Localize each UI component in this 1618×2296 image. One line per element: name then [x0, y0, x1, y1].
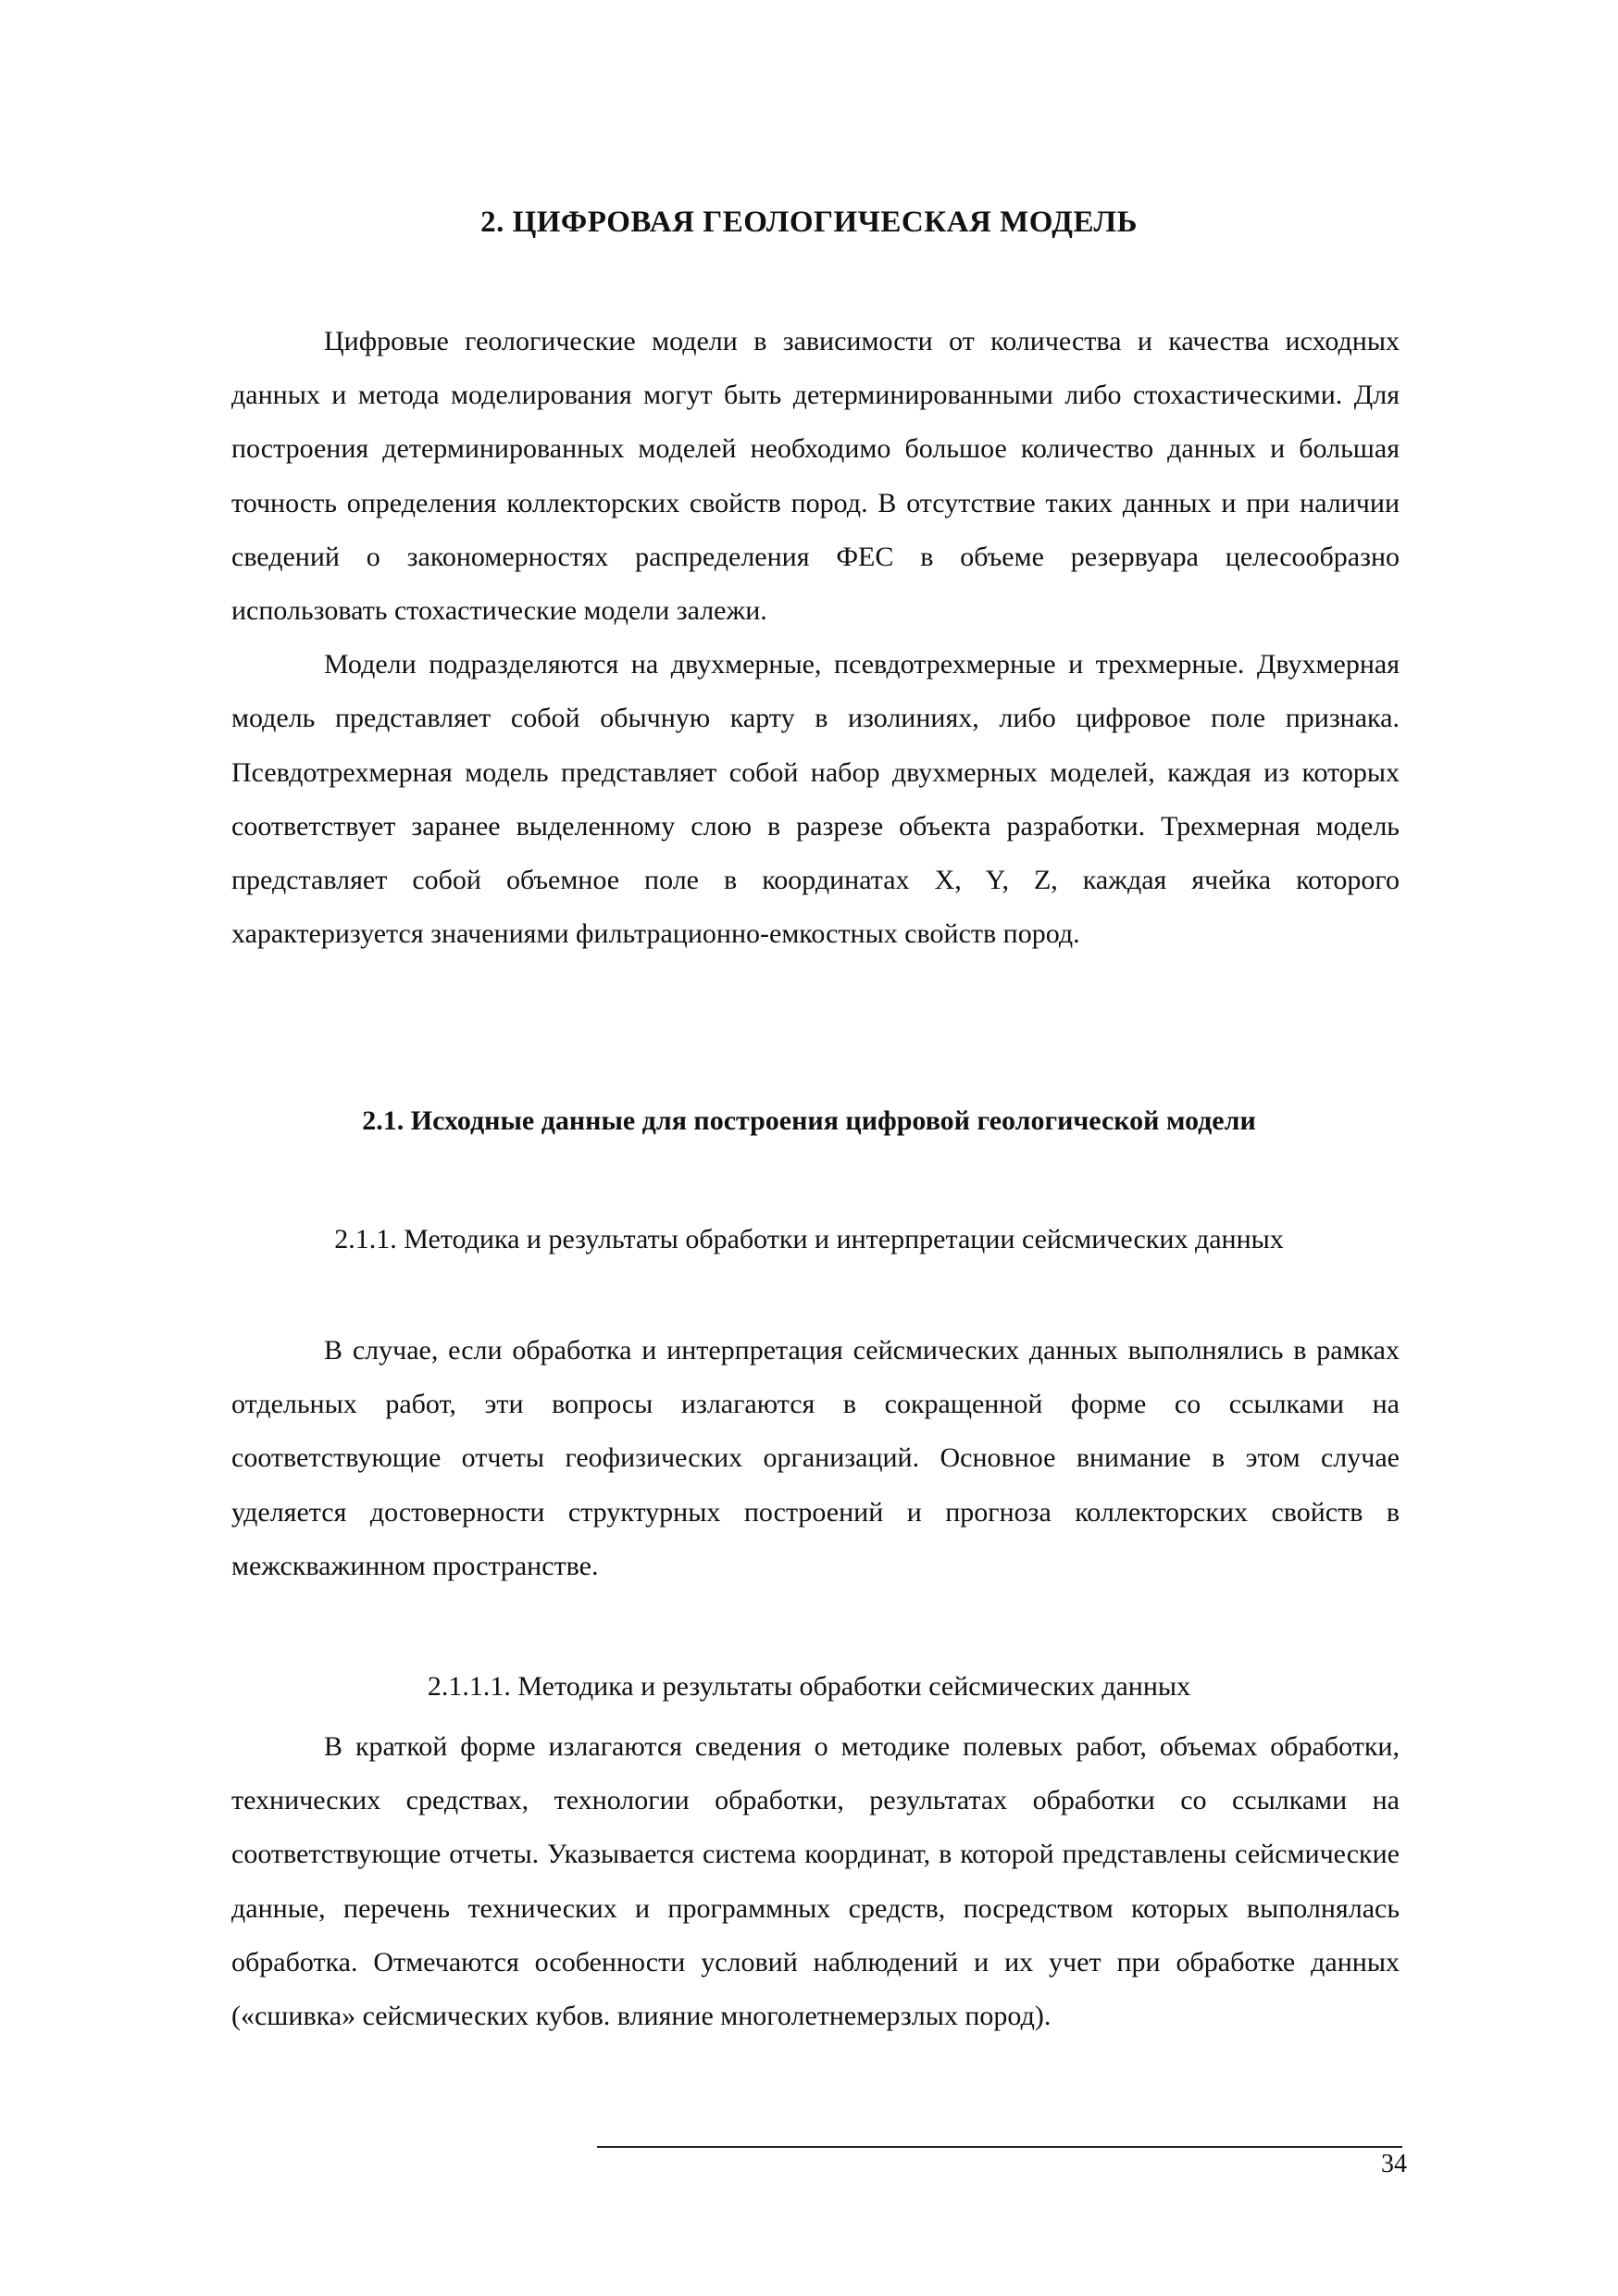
section-2-1-heading: 2.1. Исходные данные для построения цифровой геологической модели [362, 1105, 1256, 1136]
section-2-1-1-1-text-block [231, 1720, 1400, 2043]
page-number: 34 [1381, 2150, 1407, 2178]
footer-divider [597, 2146, 1402, 2148]
section-2-1-1-text-block [231, 1324, 1400, 1593]
section-2-1-1-paragraph: В случае, если обработка и интерпретация сейсмических данных выполнялись в рамках отдельных работ, эти вопросы излагаются в сокращенной форме со ссылками на соответствующие отчеты геофизических организаций. Основное внимание в этом случае уделяется достоверности структурных построений и прогноза коллекторских свойств в межскважинном пространстве. [231, 1335, 1400, 1581]
intro-paragraph-1: Цифровые геологические модели в зависимости от количества и качества исходных данных и метода моделирования могут быть детерминированными либо стохастическими. Для построения детерминированных моделей необходимо большое количество данных и большая точность определения коллекторских свойств пород. В отсутствие таких данных и при наличии сведений о закономерностях распределения ФЕС в объеме резервуара целесообразно использовать стохастические модели залежи. [231, 326, 1400, 627]
section-2-1-1-1-heading: 2.1.1.1. Методика и результаты обработки сейсмических данных [427, 1671, 1191, 1702]
section-2-1-1-heading: 2.1.1. Методика и результаты обработки и интерпретации сейсмических данных [334, 1224, 1284, 1254]
intro-text-block [231, 315, 1400, 961]
section-2-1-1-1-paragraph: В краткой форме излагаются сведения о методике полевых работ, объемах обработки, технических средствах, технологии обработки, результатах обработки со ссылками на соответствующие отчеты. Указывается система координат, в которой представлены сейсмические данные, перечень технических и программных средств, посредством которых выполнялась обработка. Отмечаются особенности условий наблюдений и их учет при обработке данных («сшивка» сейсмических кубов. влияние многолетнемерзлых пород). [231, 1731, 1400, 2032]
chapter-title: 2. ЦИФРОВАЯ ГЕОЛОГИЧЕСКАЯ МОДЕЛЬ [480, 206, 1138, 239]
intro-paragraph-2: Модели подразделяются на двухмерные, псевдотрехмерные и трехмерные. Двухмерная модель представляет собой обычную карту в изолиниях, либо цифровое поле признака. Псевдотрехмерная модель представляет собой набор двухмерных моделей, каждая из которых соответствует заранее выделенному слою в разрезе объекта разработки. Трехмерная модель представляет собой объемное поле в координатах X, Y, Z, каждая ячейка которого характеризуется значениями фильтрационно-емкостных свойств пород. [231, 649, 1400, 950]
